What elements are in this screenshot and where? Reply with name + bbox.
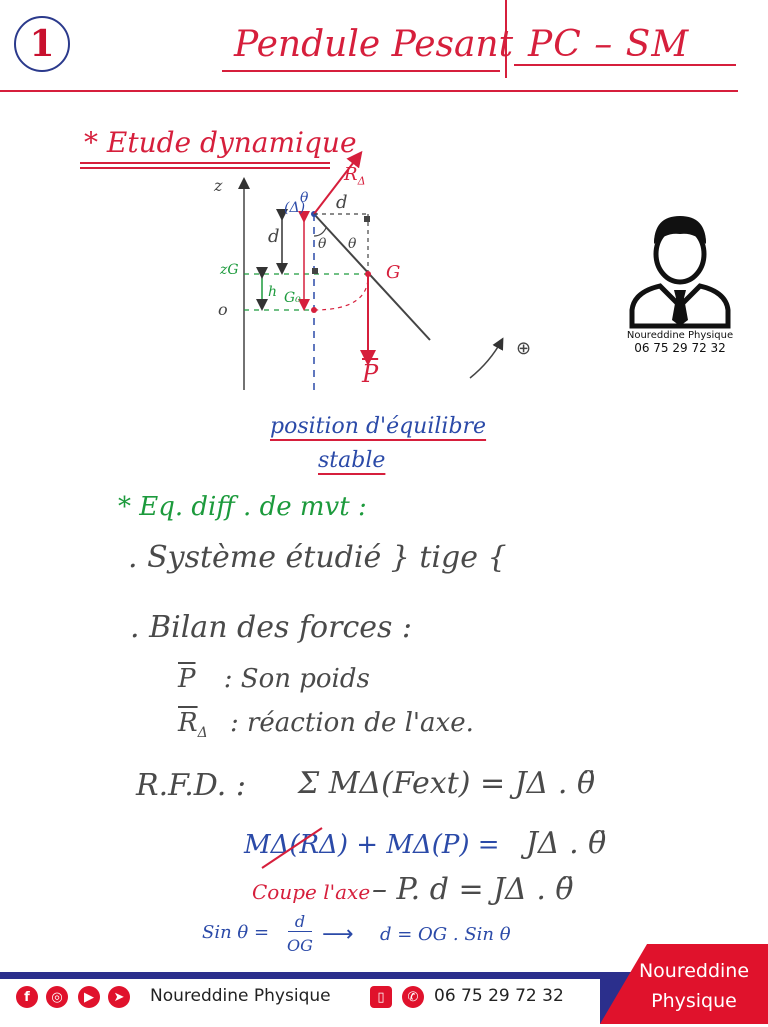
rotation-arrow [470,340,502,378]
equilibrium-point [311,307,317,313]
sin-result: d = OG . Sin θ [380,924,511,945]
zg-label: zG [220,262,239,278]
sin-denominator: OG [287,936,313,955]
equilibrium-caption-line1: position d'équilibre [270,414,487,439]
youtube-icon[interactable]: ▶ [78,986,100,1008]
rfd-label: R.F.D. : [136,768,246,803]
brand-line-2: Physique [651,990,737,1012]
h-label: h [268,284,278,300]
positive-sense-icon: ⊕ [516,338,532,359]
author-phone: 06 75 29 72 32 [634,341,726,355]
footer-name: Noureddine Physique [150,986,331,1006]
author-name: Noureddine Physique [626,330,734,341]
systeme-line: . Système étudié } tige { [128,540,507,575]
phone-icon[interactable]: ▯ [370,986,392,1008]
header-divider [505,0,507,78]
sin-numerator: d [288,912,312,932]
d-horizontal-label: d [336,192,348,213]
moments-equation: MΔ(RΔ) + MΔ(P) = JΔ . θ̈ [244,826,607,861]
origin-label: o [218,300,228,319]
d-vertical-label: d [268,226,280,247]
swing-arc [314,274,368,310]
equilibrium-caption-line2: stable [318,448,386,473]
theta-top-label: θ [300,190,309,206]
implies-arrow: ⟶ [322,922,354,947]
author-card [620,210,740,355]
class-level: PC – SM [528,24,690,65]
p-d-equation: – P. d = JΔ . θ̈ [372,872,574,907]
theta-1-label: θ [318,236,327,252]
avatar-icon [624,210,736,330]
header-rule [0,90,738,92]
bilan-line: . Bilan des forces : [130,610,413,645]
sin-lhs: Sin θ = [202,922,270,943]
rfd-equation: Σ MΔ(Fext) = JΔ . θ̈ [298,766,596,801]
title-underline [222,70,500,72]
brand-line-1: Noureddine [638,960,750,982]
theta-2-label: θ [348,236,357,252]
p-label: $\overline{P}$ [362,360,379,388]
whatsapp-icon[interactable]: ✆ [402,986,424,1008]
g0-label: G₀ [284,290,301,306]
page-number-badge [14,16,70,72]
level-underline [514,64,736,66]
brand-badge [600,944,768,1024]
right-angle-mark [364,216,370,222]
strike-through-mark [258,822,328,872]
theta-arc [314,228,326,236]
force-r-line: $\overline{R}_\Delta$ : réaction de l'axe. [178,708,474,742]
right-angle-mark-2 [312,268,318,274]
equation-section-title: * Eq. diff . de mvt : [118,492,367,522]
force-p-line: $\overline{P}$ : Son poids [178,664,370,694]
coupe-axe-note: Coupe l'axe [252,880,371,904]
section-title: * Etude dynamique [84,126,357,159]
instagram-icon[interactable]: ◎ [46,986,68,1008]
g-label: G [386,262,401,283]
r-delta-label: $R_\Delta$ [344,164,366,188]
page-title: Pendule Pesant [234,24,514,65]
footer-phone: 06 75 29 72 32 [434,986,564,1006]
page-number: 1 [29,23,55,65]
pendulum-rod [314,214,430,340]
z-label: z [214,176,223,195]
facebook-icon[interactable]: f [16,986,38,1008]
telegram-icon[interactable]: ➤ [108,986,130,1008]
delta-axis-label: (Δ) [284,200,306,216]
